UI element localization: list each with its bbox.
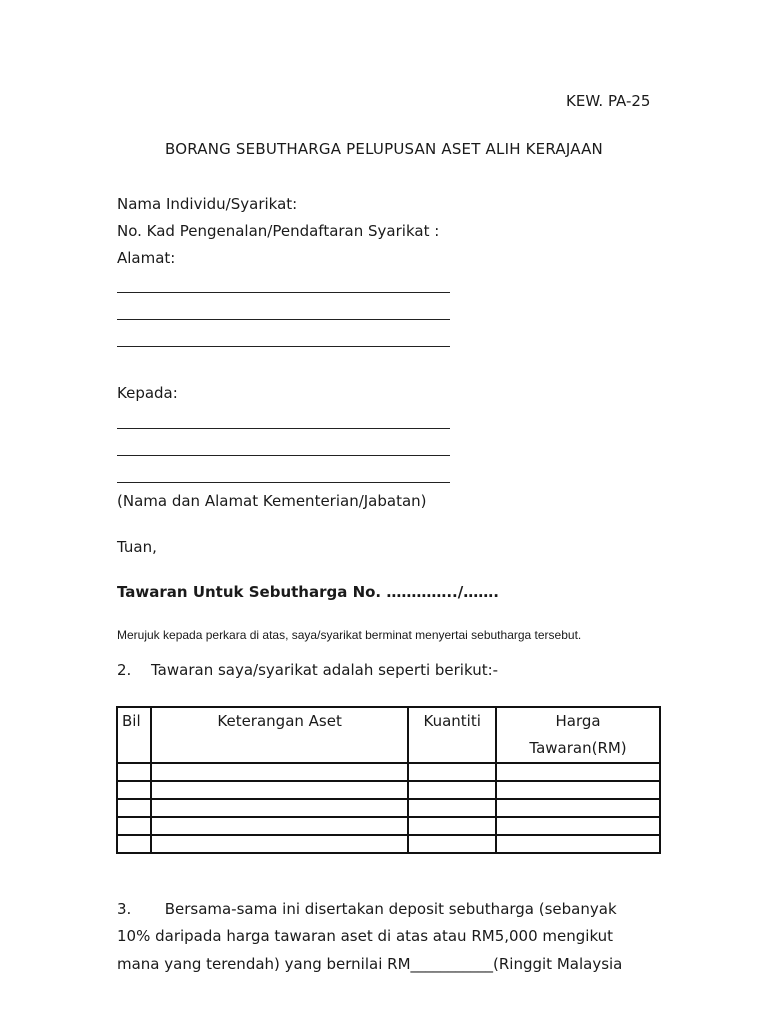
para2-text: Tawaran saya/syarikat adalah seperti berikut:-: [151, 661, 499, 679]
table-row: [117, 817, 660, 835]
cell-kuantiti[interactable]: [408, 817, 496, 835]
cell-harga[interactable]: [496, 835, 660, 853]
header-bil: Bil: [117, 707, 151, 763]
cell-keterangan[interactable]: [151, 763, 408, 781]
header-keterangan: Keterangan Aset: [151, 707, 408, 763]
cell-kuantiti[interactable]: [408, 763, 496, 781]
cell-harga[interactable]: [496, 763, 660, 781]
cell-keterangan[interactable]: [151, 835, 408, 853]
cell-harga[interactable]: [496, 817, 660, 835]
table-row: [117, 835, 660, 853]
subject-line: Tawaran Untuk Sebutharga No. …………../…….: [117, 583, 499, 601]
cell-bil[interactable]: [117, 817, 151, 835]
cell-bil[interactable]: [117, 763, 151, 781]
form-code: KEW. PA-25: [566, 92, 651, 110]
to-line-1: [117, 428, 450, 429]
para3-line-3: mana yang terendah) yang bernilai RM___________(Ringgit Malaysia: [117, 955, 623, 973]
cell-kuantiti[interactable]: [408, 799, 496, 817]
id-label: No. Kad Pengenalan/Pendaftaran Syarikat :: [117, 222, 440, 240]
para3-line-1: 3. Bersama-sama ini disertakan deposit sebutharga (sebanyak: [117, 900, 617, 918]
form-title: BORANG SEBUTHARGA PELUPUSAN ASET ALIH KERAJAAN: [165, 140, 603, 158]
name-label: Nama Individu/Syarikat:: [117, 195, 298, 213]
header-harga: Harga Tawaran(RM): [496, 707, 660, 763]
address-line-1: [117, 292, 450, 293]
salutation: Tuan,: [117, 538, 157, 556]
cell-keterangan[interactable]: [151, 817, 408, 835]
cell-harga[interactable]: [496, 799, 660, 817]
para2-number: 2.: [117, 661, 132, 679]
cell-keterangan[interactable]: [151, 799, 408, 817]
intro-text: Merujuk kepada perkara di atas, saya/syarikat berminat menyertai sebutharga tersebut.: [117, 628, 582, 642]
header-kuantiti: Kuantiti: [408, 707, 496, 763]
para3-line-2: 10% daripada harga tawaran aset di atas atau RM5,000 mengikut: [117, 927, 614, 945]
to-note: (Nama dan Alamat Kementerian/Jabatan): [117, 492, 427, 510]
table-row: [117, 799, 660, 817]
offer-table: [116, 706, 661, 854]
cell-kuantiti[interactable]: [408, 835, 496, 853]
table-row: [117, 763, 660, 781]
to-line-2: [117, 455, 450, 456]
cell-harga[interactable]: [496, 781, 660, 799]
cell-bil[interactable]: [117, 799, 151, 817]
table-row: [117, 781, 660, 799]
cell-bil[interactable]: [117, 835, 151, 853]
cell-kuantiti[interactable]: [408, 781, 496, 799]
cell-keterangan[interactable]: [151, 781, 408, 799]
address-line-2: [117, 319, 450, 320]
to-line-3: [117, 482, 450, 483]
address-line-3: [117, 346, 450, 347]
cell-bil[interactable]: [117, 781, 151, 799]
table-header-row: [117, 707, 660, 763]
address-label: Alamat:: [117, 249, 176, 267]
to-label: Kepada:: [117, 384, 178, 402]
